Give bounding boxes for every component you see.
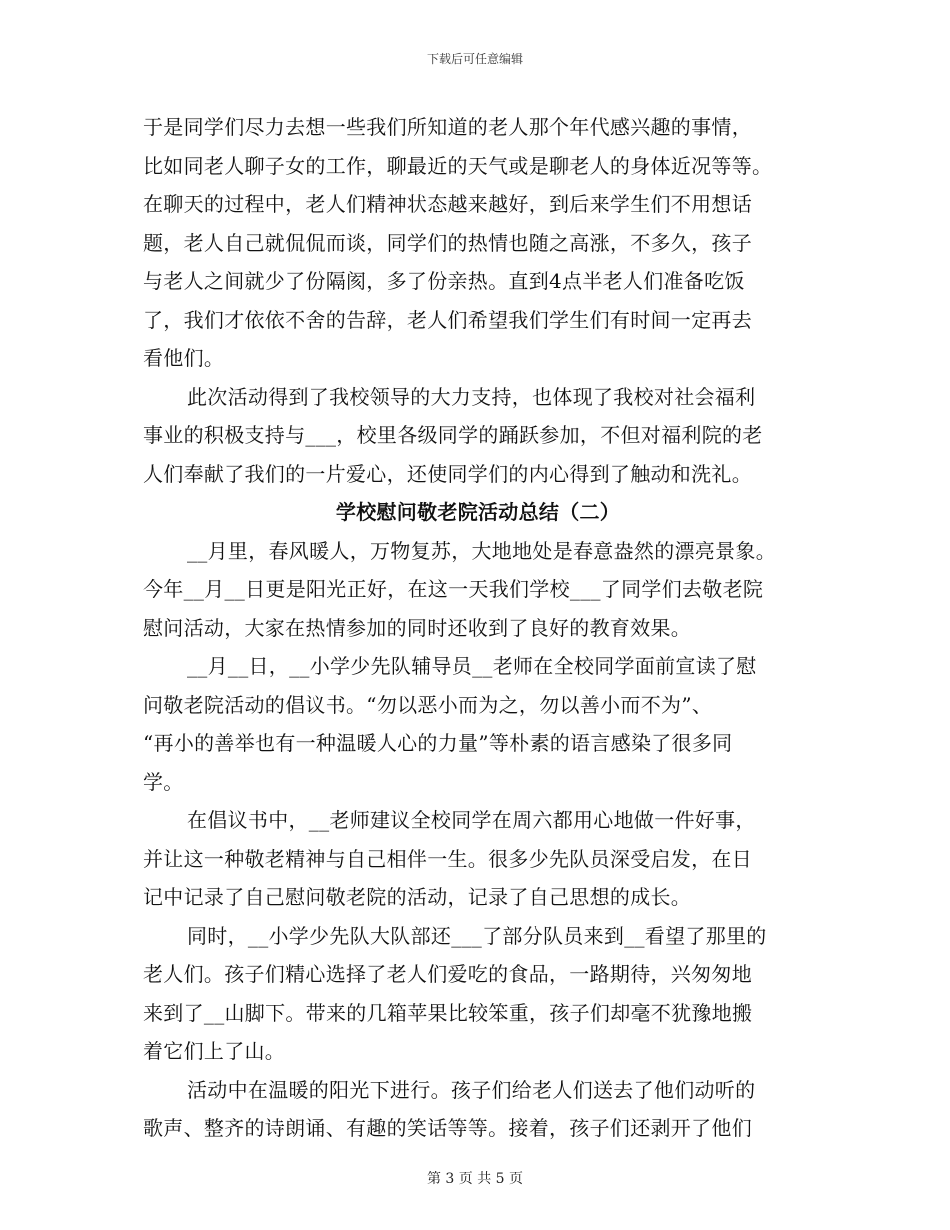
text-line: 在聊天的过程中，老人们精神状态越来越好，到后来学生们不用想话: [143, 192, 752, 216]
text-line: 学。: [143, 769, 184, 794]
text-line: 人们奉献了我们的一片爱心，还使同学们的内心得到了触动和洗礼。: [143, 461, 752, 486]
text-line: 今年__月__日更是阳光正好，在这一天我们学校___了同学们去敬老院: [143, 577, 764, 601]
text-line: 事业的积极支持与___，校里各级同学的踊跃参加，不但对福利院的老: [143, 423, 763, 447]
text-line: 了，我们才依依不舍的告辞，老人们希望我们学生们有时间一定再去: [143, 307, 752, 332]
text-line: 题，老人自己就侃侃而谈，同学们的热情也随之高涨，不多久，孩子: [143, 230, 752, 255]
page-footer: 第 3 页 共 5 页: [426, 1171, 524, 1187]
text-line: 同时，__小学少先队大队部还___了部分队员来到__看望了那里的: [187, 923, 767, 948]
text-line: 在倡议书中，__老师建议全校同学在周六都用心地做一件好事，: [187, 808, 756, 832]
text-line: __月里，春风暖人，万物复苏，大地地处是春意盎然的漂亮景象。: [187, 538, 776, 563]
section-title: 学校慰问敬老院活动总结（二）: [335, 500, 621, 524]
text-line: 歌声、整齐的诗朗诵、有趣的笑话等等。接着，孩子们还剥开了他们: [143, 1116, 752, 1140]
text-line: 记中记录了自己慰问敬老院的活动，记录了自己思想的成长。: [143, 885, 692, 909]
document-body: [143, 108, 813, 1148]
text-line: 活动中在温暖的阳光下进行。孩子们给老人们送去了他们动听的: [187, 1077, 756, 1102]
text-line: 来到了__山脚下。带来的几箱苹果比较笨重，孩子们却毫不犹豫地搬: [143, 1000, 753, 1025]
text-line: 此次活动得到了我校领导的大力支持，也体现了我校对社会福利: [187, 384, 756, 409]
text-line: 问敬老院活动的倡议书。“勿以恶小而为之，勿以善小而不为”、: [143, 692, 713, 717]
text-line: 老人们。孩子们精心选择了老人们爱吃的食品，一路期待，兴匆匆地: [143, 962, 752, 986]
text-line: 并让这一种敬老精神与自己相伴一生。很多少先队员深受启发，在日: [143, 846, 752, 871]
text-line: 于是同学们尽力去想一些我们所知道的老人那个年代感兴趣的事情，: [143, 115, 752, 139]
text-line: 与老人之间就少了份隔阂，多了份亲热。直到4点半老人们准备吃饭: [143, 269, 745, 293]
text-line: 看他们。: [143, 346, 225, 370]
text-line: “再小的善举也有一种温暖人心的力量”等朴素的语言感染了很多同: [143, 731, 733, 755]
text-line: 比如同老人聊子女的工作，聊最近的天气或是聊老人的身体近况等等。: [143, 153, 773, 178]
text-line: 着它们上了山。: [143, 1039, 286, 1063]
text-line: 慰问活动，大家在热情参加的同时还收到了良好的教育效果。: [143, 615, 692, 640]
text-line: __月__日，__小学少先队辅导员__老师在全校同学面前宣读了慰: [187, 654, 757, 678]
page-header: 下载后可任意编辑: [426, 52, 523, 66]
